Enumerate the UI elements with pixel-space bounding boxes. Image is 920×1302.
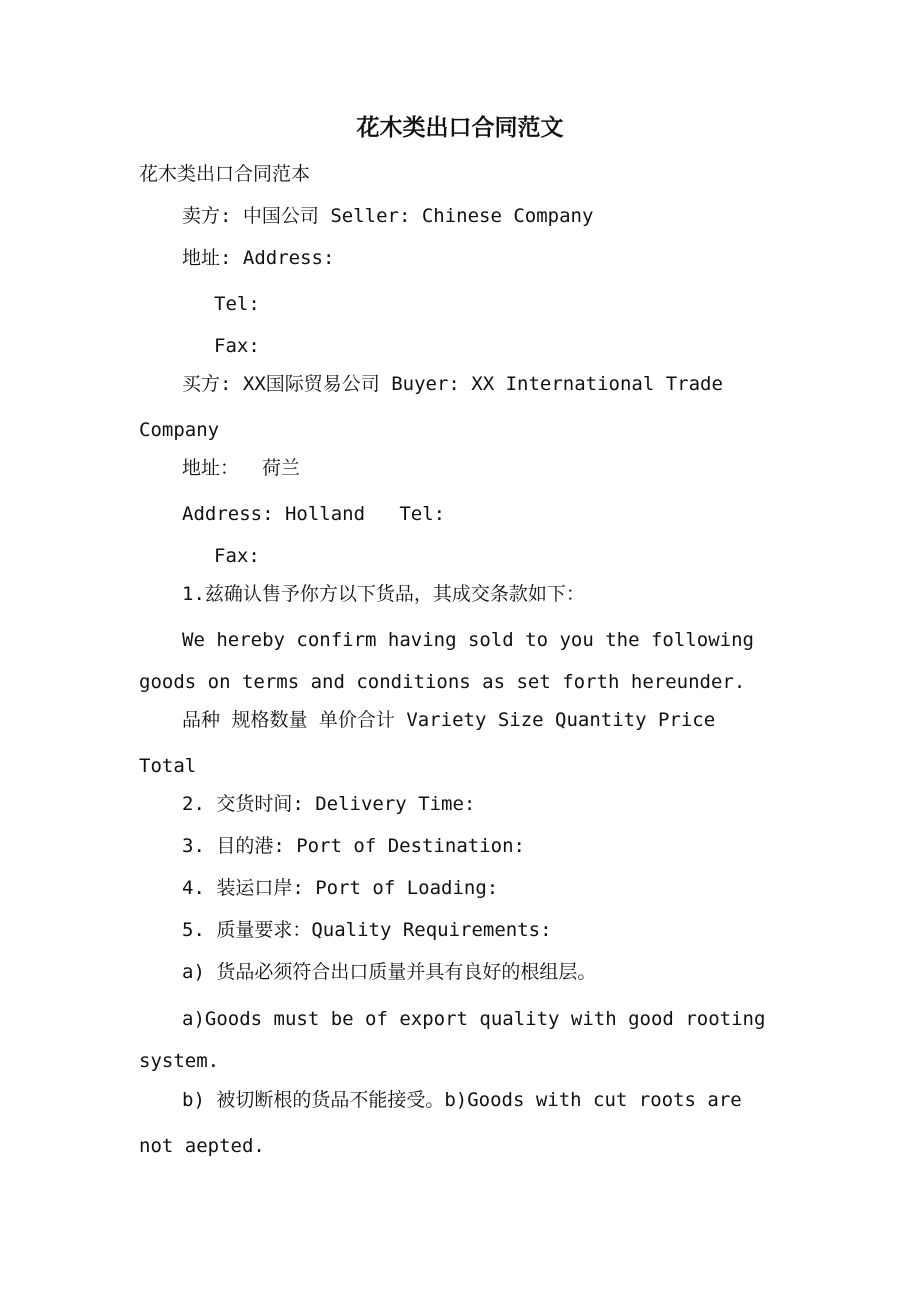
clause-5b-line: b) 被切断根的货品不能接受。b)Goods with cut roots are: [182, 1089, 742, 1111]
document-title: 花木类出口合同范文: [356, 114, 564, 141]
clause-1-cn-line: 1.兹确认售予你方以下货品，其成交条款如下：: [182, 583, 585, 605]
goods-columns-line: 品种 规格数量 单价合计 Variety Size Quantity Price: [182, 709, 716, 731]
clause-1-en-line-continued: goods on terms and conditions as set forth hereunder.: [139, 671, 746, 693]
clause-5-line: 5. 质量要求：Quality Requirements:: [182, 919, 552, 941]
seller-tel-line: Tel:: [214, 293, 260, 315]
buyer-fax-line: Fax:: [214, 545, 260, 567]
seller-line: 卖方: 中国公司 Seller: Chinese Company: [182, 205, 594, 227]
clause-1-en-line: We hereby confirm having sold to you the following: [182, 629, 754, 651]
buyer-line: 买方: XX国际贸易公司 Buyer: XX International Trade: [182, 373, 723, 395]
clause-5b-line-continued: not aepted.: [139, 1135, 265, 1157]
subtitle-line: 花木类出口合同范本: [139, 163, 311, 185]
clause-4-line: 4. 装运口岸: Port of Loading:: [182, 877, 499, 899]
buyer-address-cn-line: 地址： 荷兰: [182, 457, 300, 479]
clause-5a-en-line: a)Goods must be of export quality with good rooting: [182, 1008, 766, 1030]
goods-columns-line-continued: Total: [139, 755, 197, 777]
clause-3-line: 3. 目的港: Port of Destination:: [182, 835, 525, 857]
clause-5a-cn-line: a) 货品必须符合出口质量并具有良好的根组层。: [182, 961, 597, 983]
seller-address-line: 地址: Address:: [182, 247, 335, 269]
buyer-address-tel-line: Address: Holland Tel:: [182, 503, 446, 525]
buyer-line-continued: Company: [139, 419, 220, 441]
clause-5a-en-line-continued: system.: [139, 1050, 220, 1072]
clause-2-line: 2. 交货时间: Delivery Time:: [182, 793, 476, 815]
seller-fax-line: Fax:: [214, 335, 260, 357]
